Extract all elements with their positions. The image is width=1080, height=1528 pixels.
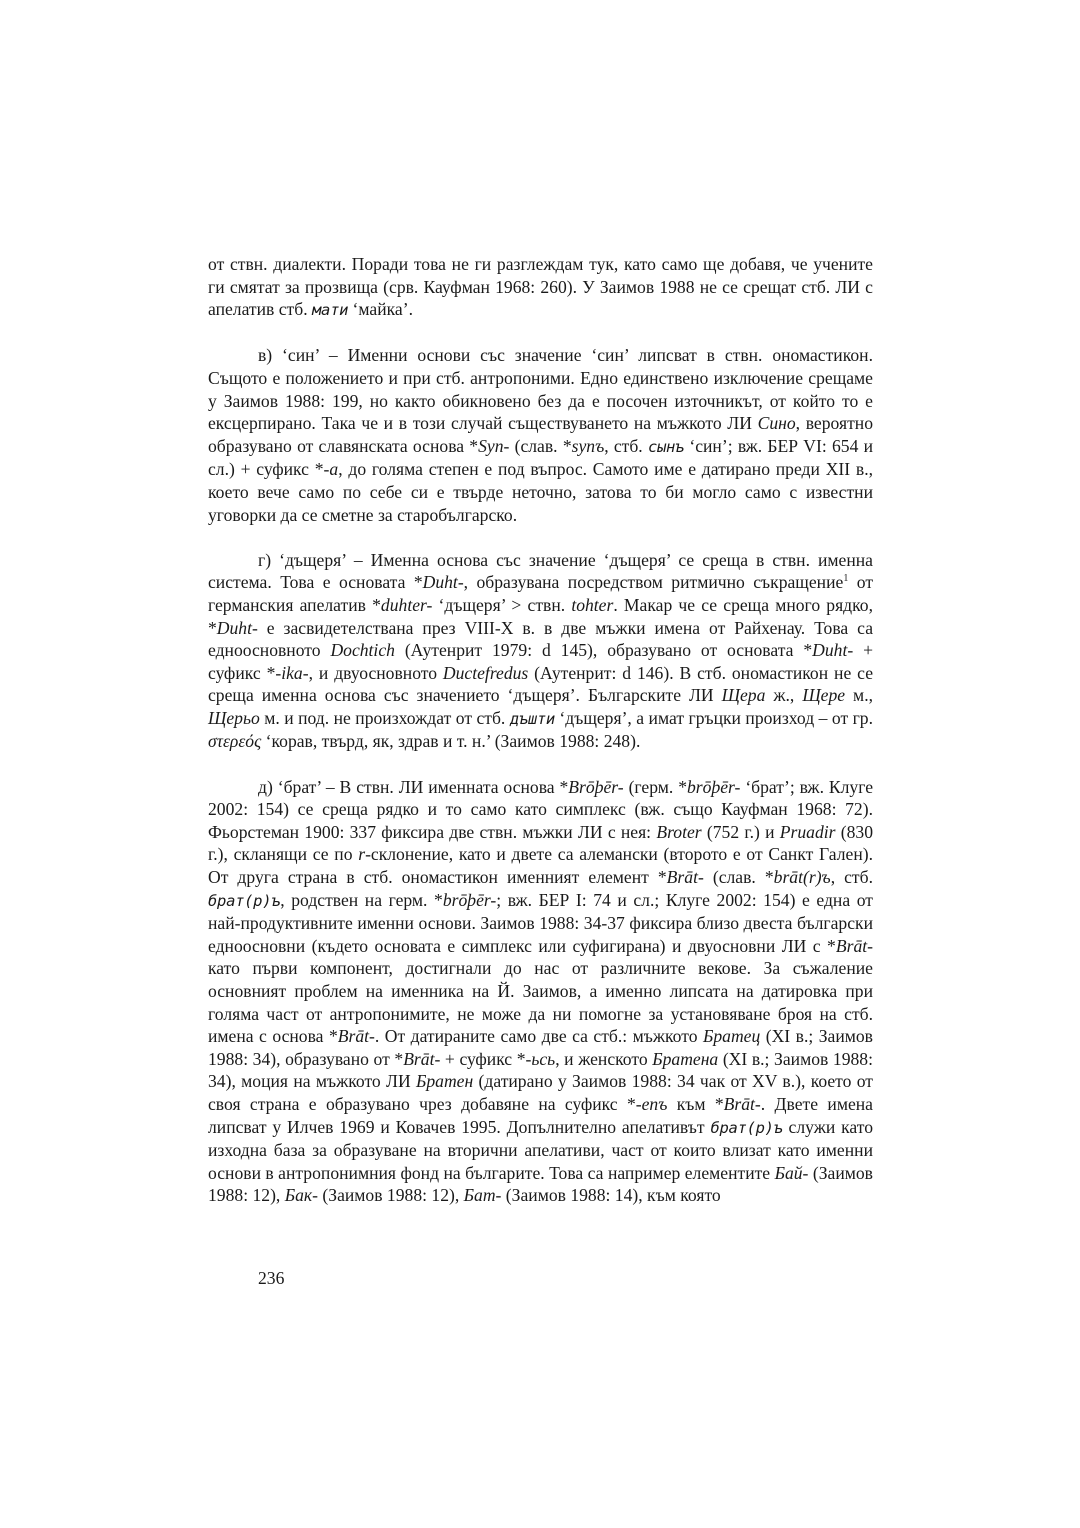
text-run: м. и под. не произхождат от стб. [259, 707, 510, 728]
text-run: (Аутенрит 1979: d 145), образувано от основата * [394, 640, 813, 661]
text-run: (752 г.) и [701, 821, 780, 842]
old-church-slavonic-word: сынъ [647, 437, 685, 456]
text-run: е засвидетелствана през VIII-X в. в две мъжки имена от Райхенау. Това са едноосновното [208, 617, 873, 661]
text-run: от ствн. диалекти. Поради това не ги разглеждам тук, като само ще добавя, че учените ги смятат за прозвища (срв. Кауфман 1968: 260). У Заимов 1988 не се срещат стб. ЛИ с апелатив стб. [208, 254, 873, 320]
italic-term: Brāt- [666, 867, 704, 888]
italic-term: Братен [416, 1071, 474, 1092]
italic-term: Dochtich [330, 640, 395, 661]
text-run: ‘майка’. [348, 299, 413, 320]
text-run: . Макар че се среща много рядко, * [208, 594, 873, 638]
text-run: , до голяма степен е под въпрос. Самото име е датирано преди XII в., което вече само по себе си е твърде неточно, затова то би могло само с известни уговорки да се сметне за старобългарско. [208, 459, 873, 525]
italic-term: Duht- [422, 572, 464, 593]
italic-term: Duht- [216, 617, 258, 638]
paragraph-gap [208, 526, 873, 549]
text-run: (герм. * [623, 776, 687, 797]
text-run: , образувана посредством ритмично съкращение [463, 572, 844, 593]
text-run: г) ‘дъщеря’ – Именна основа със значение ‘дъщеря’ се среща в ствн. именна система. Това е основата * [208, 549, 873, 593]
paragraph-daughter [208, 549, 873, 753]
text-run: ‘брат’; вж. Клуге 2002: 154) се среща рядко и то само като симплекс (вж. също Кауфман 1968: 72). Фьорстеман 1900: 337 фиксира две ствн. мъжки ЛИ с нея: [208, 776, 873, 842]
old-church-slavonic-word: дъшти [509, 709, 555, 728]
text-run: , стб. [604, 435, 648, 456]
italic-term: enъ [641, 1093, 668, 1114]
text-run: ‘син’; вж. БЕР VI: 654 и сл.) + суфикс *- [208, 435, 874, 480]
page-body [208, 253, 873, 1207]
text-run: . Двете имена липсват у Илчев 1969 и Ковачев 1995. Допълнително апелативът [208, 1093, 873, 1137]
italic-term: Brōþēr- [568, 776, 624, 797]
text-run: (Заимов 1988: 12), [318, 1185, 464, 1206]
text-run: от германския апелатив * [208, 572, 874, 615]
text-run: (слав. * [703, 867, 774, 888]
italic-term: r [358, 844, 366, 865]
italic-term: Бак- [284, 1185, 318, 1206]
old-church-slavonic-word: мати [312, 301, 349, 320]
text-run: (Заимов 1988: 14), към която [501, 1185, 721, 1206]
page-number: 236 [258, 1268, 285, 1288]
text-run: ; вж. БЕР I: 74 и сл.; Клуге 2002: 154) е една от най-продуктивните именни основи. Заимов 1988: 34-37 фиксира близо двеста български едноосновни (където основата е симплекс или суфигирана) и двуосновни ЛИ с * [208, 889, 873, 956]
italic-term: Ductefredus [442, 662, 529, 683]
paragraph-son [208, 344, 873, 526]
italic-term: ika- [281, 662, 309, 683]
italic-term: Syn- [478, 435, 510, 456]
paragraph-continuation [208, 253, 873, 322]
paragraph-gap [208, 753, 873, 776]
italic-term: Щерьо [208, 707, 260, 728]
italic-term: Brāt- [403, 1048, 441, 1069]
text-run: , и двуосновното [308, 662, 443, 683]
text-run: д) ‘брат’ – В ствн. ЛИ именната основа * [258, 776, 569, 797]
italic-term: Щере [802, 685, 846, 706]
text-run: (XI в.; Заимов 1988: 34), моция на мъжкото ЛИ [208, 1048, 873, 1092]
text-run: + суфикс *- [440, 1048, 532, 1069]
text-run: , стб. [830, 867, 873, 888]
italic-term: Братец [702, 1026, 761, 1047]
italic-term: brōþēr- [687, 776, 741, 797]
text-run: . От датираните само две са стб.: мъжкото [374, 1026, 703, 1047]
italic-term: Brāt- [723, 1093, 761, 1114]
italic-term: Сино [757, 413, 796, 434]
text-run: (Заимов 1988: 12), [208, 1162, 873, 1206]
text-run: към * [667, 1093, 724, 1114]
italic-term: tohter [571, 594, 614, 615]
text-run: + суфикс *- [208, 640, 873, 683]
text-run: м., [845, 685, 873, 706]
italic-term: Brāt- [835, 935, 873, 956]
paragraph-brother [208, 776, 873, 1207]
text-run: , родствен на герм. * [280, 889, 443, 910]
text-run: (слав. * [509, 435, 572, 456]
italic-term: brāt(r)ъ [773, 867, 831, 888]
text-run: в) ‘син’ – Именни основи със значение ‘син’ липсват в ствн. ономастикон. Същото е положението и при стб. антропоними. Едно единствено изключение срещаме у Заимов 1988: 199, но както обикновено без да е посочен източникът, от който то е ексцерпирано. Така че и в този случай съществуването на мъжкото ЛИ [208, 345, 873, 434]
text-run: ж., [765, 685, 803, 706]
text-run: (датирано у Заимов 1988: 34 чак от XV в.), което от своя страна е образувано чрез добавяне на суфикс *- [208, 1071, 873, 1114]
old-church-slavonic-word: брат(р)ъ [208, 891, 281, 910]
text-run: като първи компонент, достигнали до нас от различните векове. За съжаление основният проблем на именника на Й. Заимов, а именно липсата на датировка при голяма част от антропонимите, не може да ни помогне за установяване броя на стб. имена с основа * [208, 958, 873, 1047]
italic-term: Щера [721, 685, 766, 706]
paragraph-gap [208, 322, 873, 345]
italic-term: στερεός [208, 731, 262, 752]
italic-term: а [329, 459, 339, 480]
italic-term: Pruadir [779, 821, 836, 842]
italic-term: Broter [656, 821, 702, 842]
text-run: служи като изходна база за образуване на вторични апелативи, част от които влизат като именни основи в антропонимния фонд на българите. Това са например елементите [208, 1116, 873, 1183]
italic-term: Бат- [463, 1185, 502, 1206]
italic-term: ьсь [531, 1048, 556, 1069]
italic-term: brōþēr- [442, 889, 497, 910]
italic-term: Brāt- [337, 1026, 375, 1047]
text-run: (Аутенрит: d 146). В стб. ономастикон не се среща именна основа със значението ‘дъщеря’. Българските ЛИ [208, 662, 873, 706]
text-run: , вероятно образувано от славянската основа * [208, 413, 873, 456]
italic-term: Братена [652, 1048, 719, 1069]
text-run: , и женското [555, 1048, 653, 1069]
italic-term: Бай- [774, 1162, 809, 1183]
text-run: ‘дъщеря’ > ствн. [432, 594, 572, 615]
italic-term: synъ [571, 435, 605, 456]
text-run: ‘корав, твърд, як, здрав и т. н.’ (Заимов 1988: 248). [261, 731, 641, 752]
text-run: (XI в.; Заимов 1988: 34), образувано от * [208, 1026, 873, 1069]
text-run: ‘дъщеря’, а имат гръцки произход – от гр. [554, 707, 874, 728]
footnote-marker: 1 [843, 573, 849, 585]
text-run: -склонение, като и двете са алемански (второто е от Санкт Гален). От друга страна в стб. ономастикон именният елемент * [208, 844, 873, 888]
old-church-slavonic-word: брат(р)ъ [710, 1118, 783, 1137]
italic-term: duhter- [380, 594, 433, 615]
text-run: (830 г.), скланящи се по [208, 821, 873, 865]
italic-term: Duht- [812, 640, 854, 661]
